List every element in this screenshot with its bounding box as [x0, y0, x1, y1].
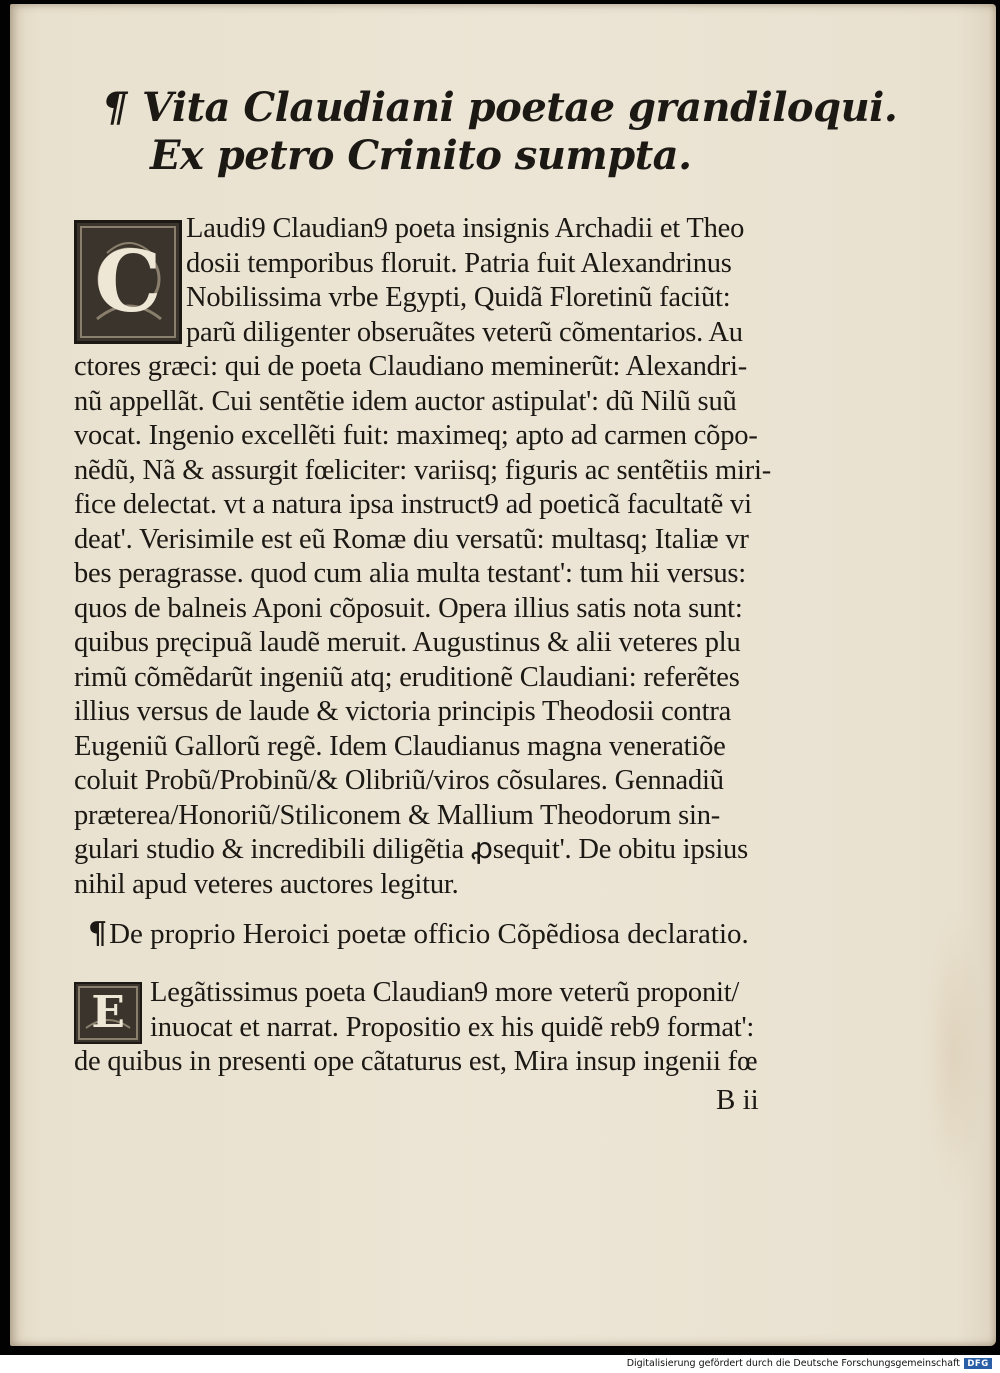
- text-line: præterea/Honoriũ/Stiliconem & Mallium Theodorum sin-: [74, 799, 721, 831]
- paragraph-vita: [74, 212, 771, 902]
- text-line: quibus pręcipuã laudẽ meruit. Augustinus & alii veteres plu: [74, 627, 741, 658]
- paper-stain: [924, 904, 984, 1204]
- text-line: vocat. Ingenio excellẽti fuit: maximeq; apto ad carmen cõpo-: [74, 420, 758, 451]
- subheading-text: De proprio Heroici poetæ officio Cõpẽdiosa declaratio.: [109, 918, 749, 950]
- woodcut-initial-e: [74, 982, 142, 1044]
- text-line: fice delectat. vt a natura ipsa instruct9 ad poeticã facultatẽ vi: [74, 489, 752, 520]
- text-line: Nobilissima vrbe Egypti, Quidã Floretinũ faciũt:: [186, 282, 731, 313]
- text-line: bes peragrasse. quod cum alia multa testant': tum hii versus:: [74, 558, 747, 589]
- section-subheading: [88, 916, 749, 951]
- text-line: nũ appellãt. Cui sentẽtie idem auctor astipulat': dũ Nilũ suũ: [74, 385, 737, 417]
- initial-letter-e: E: [91, 986, 125, 1038]
- text-line: nẽdũ, Nã & assurgit fœliciter: variisq; figuris ac sentẽtiis miri-: [74, 454, 772, 486]
- text-line: Legãtissimus poeta Claudian9 more veterũ proponit/: [150, 977, 740, 1008]
- dfg-logo-icon: DFG: [964, 1358, 992, 1369]
- text-line: ctores græci: qui de poeta Claudiano meminerũt: Alexandri-: [74, 351, 747, 382]
- page-paper: [10, 4, 996, 1346]
- paragraph-declaratio: [74, 976, 757, 1080]
- text-line: Laudi9 Claudian9 poeta insignis Archadii et Theo: [186, 213, 745, 244]
- pilcrow-mark: ¶: [88, 916, 108, 951]
- footer-credit: Digitalisierung gefördert durch die Deutsche Forschungsgemeinschaft: [626, 1358, 960, 1369]
- initial-letter-c: C: [94, 231, 162, 331]
- woodcut-initial-c: [74, 220, 182, 344]
- text-line: illius versus de laude & victoria principis Theodosii contra: [74, 696, 732, 727]
- text-line: inuocat et narrat. Propositio ex his quidẽ reb9 format':: [150, 1011, 755, 1043]
- text-line: nihil apud veteres auctores legitur.: [74, 868, 459, 900]
- pilcrow-mark: ¶: [102, 84, 127, 131]
- heading-line-1: [74, 84, 898, 132]
- text-line: coluit Probũ/Probinũ/& Olibriũ/viros cõsulares. Gennadiũ: [74, 765, 724, 796]
- signature-mark: B ii: [716, 1084, 759, 1116]
- text-line: quos de balneis Aponi cõposuit. Opera illius satis nota sunt:: [74, 592, 743, 624]
- text-block: [74, 84, 898, 1116]
- text-line: parũ diligenter obseruãtes veterũ cõmentarios. Au: [186, 316, 743, 348]
- heading-line-2: Ex petro Crinito sumpta.: [150, 132, 692, 179]
- text-line: deat'. Verisimile est eũ Romæ diu versatũ: multasq; Italiæ vr: [74, 523, 749, 555]
- text-line: rimũ cõmẽdarũt ingeniũ atq; eruditionẽ Claudiani: referẽtes: [74, 661, 740, 693]
- text-line: gulari studio & incredibili diligẽtia ꝓsequit'. De obitu ipsius: [74, 834, 748, 865]
- heading-line-1-text: Vita Claudiani poetae grandiloqui.: [142, 84, 898, 131]
- text-line: Eugeniũ Gallorũ regẽ. Idem Claudianus magna veneratiõe: [74, 730, 726, 762]
- text-line: dosii temporibus floruit. Patria fuit Alexandrinus: [186, 247, 732, 279]
- page-heading: [74, 84, 898, 180]
- text-line: de quibus in presenti ope cãtaturus est, Mira insup ingenii fœ: [74, 1046, 758, 1077]
